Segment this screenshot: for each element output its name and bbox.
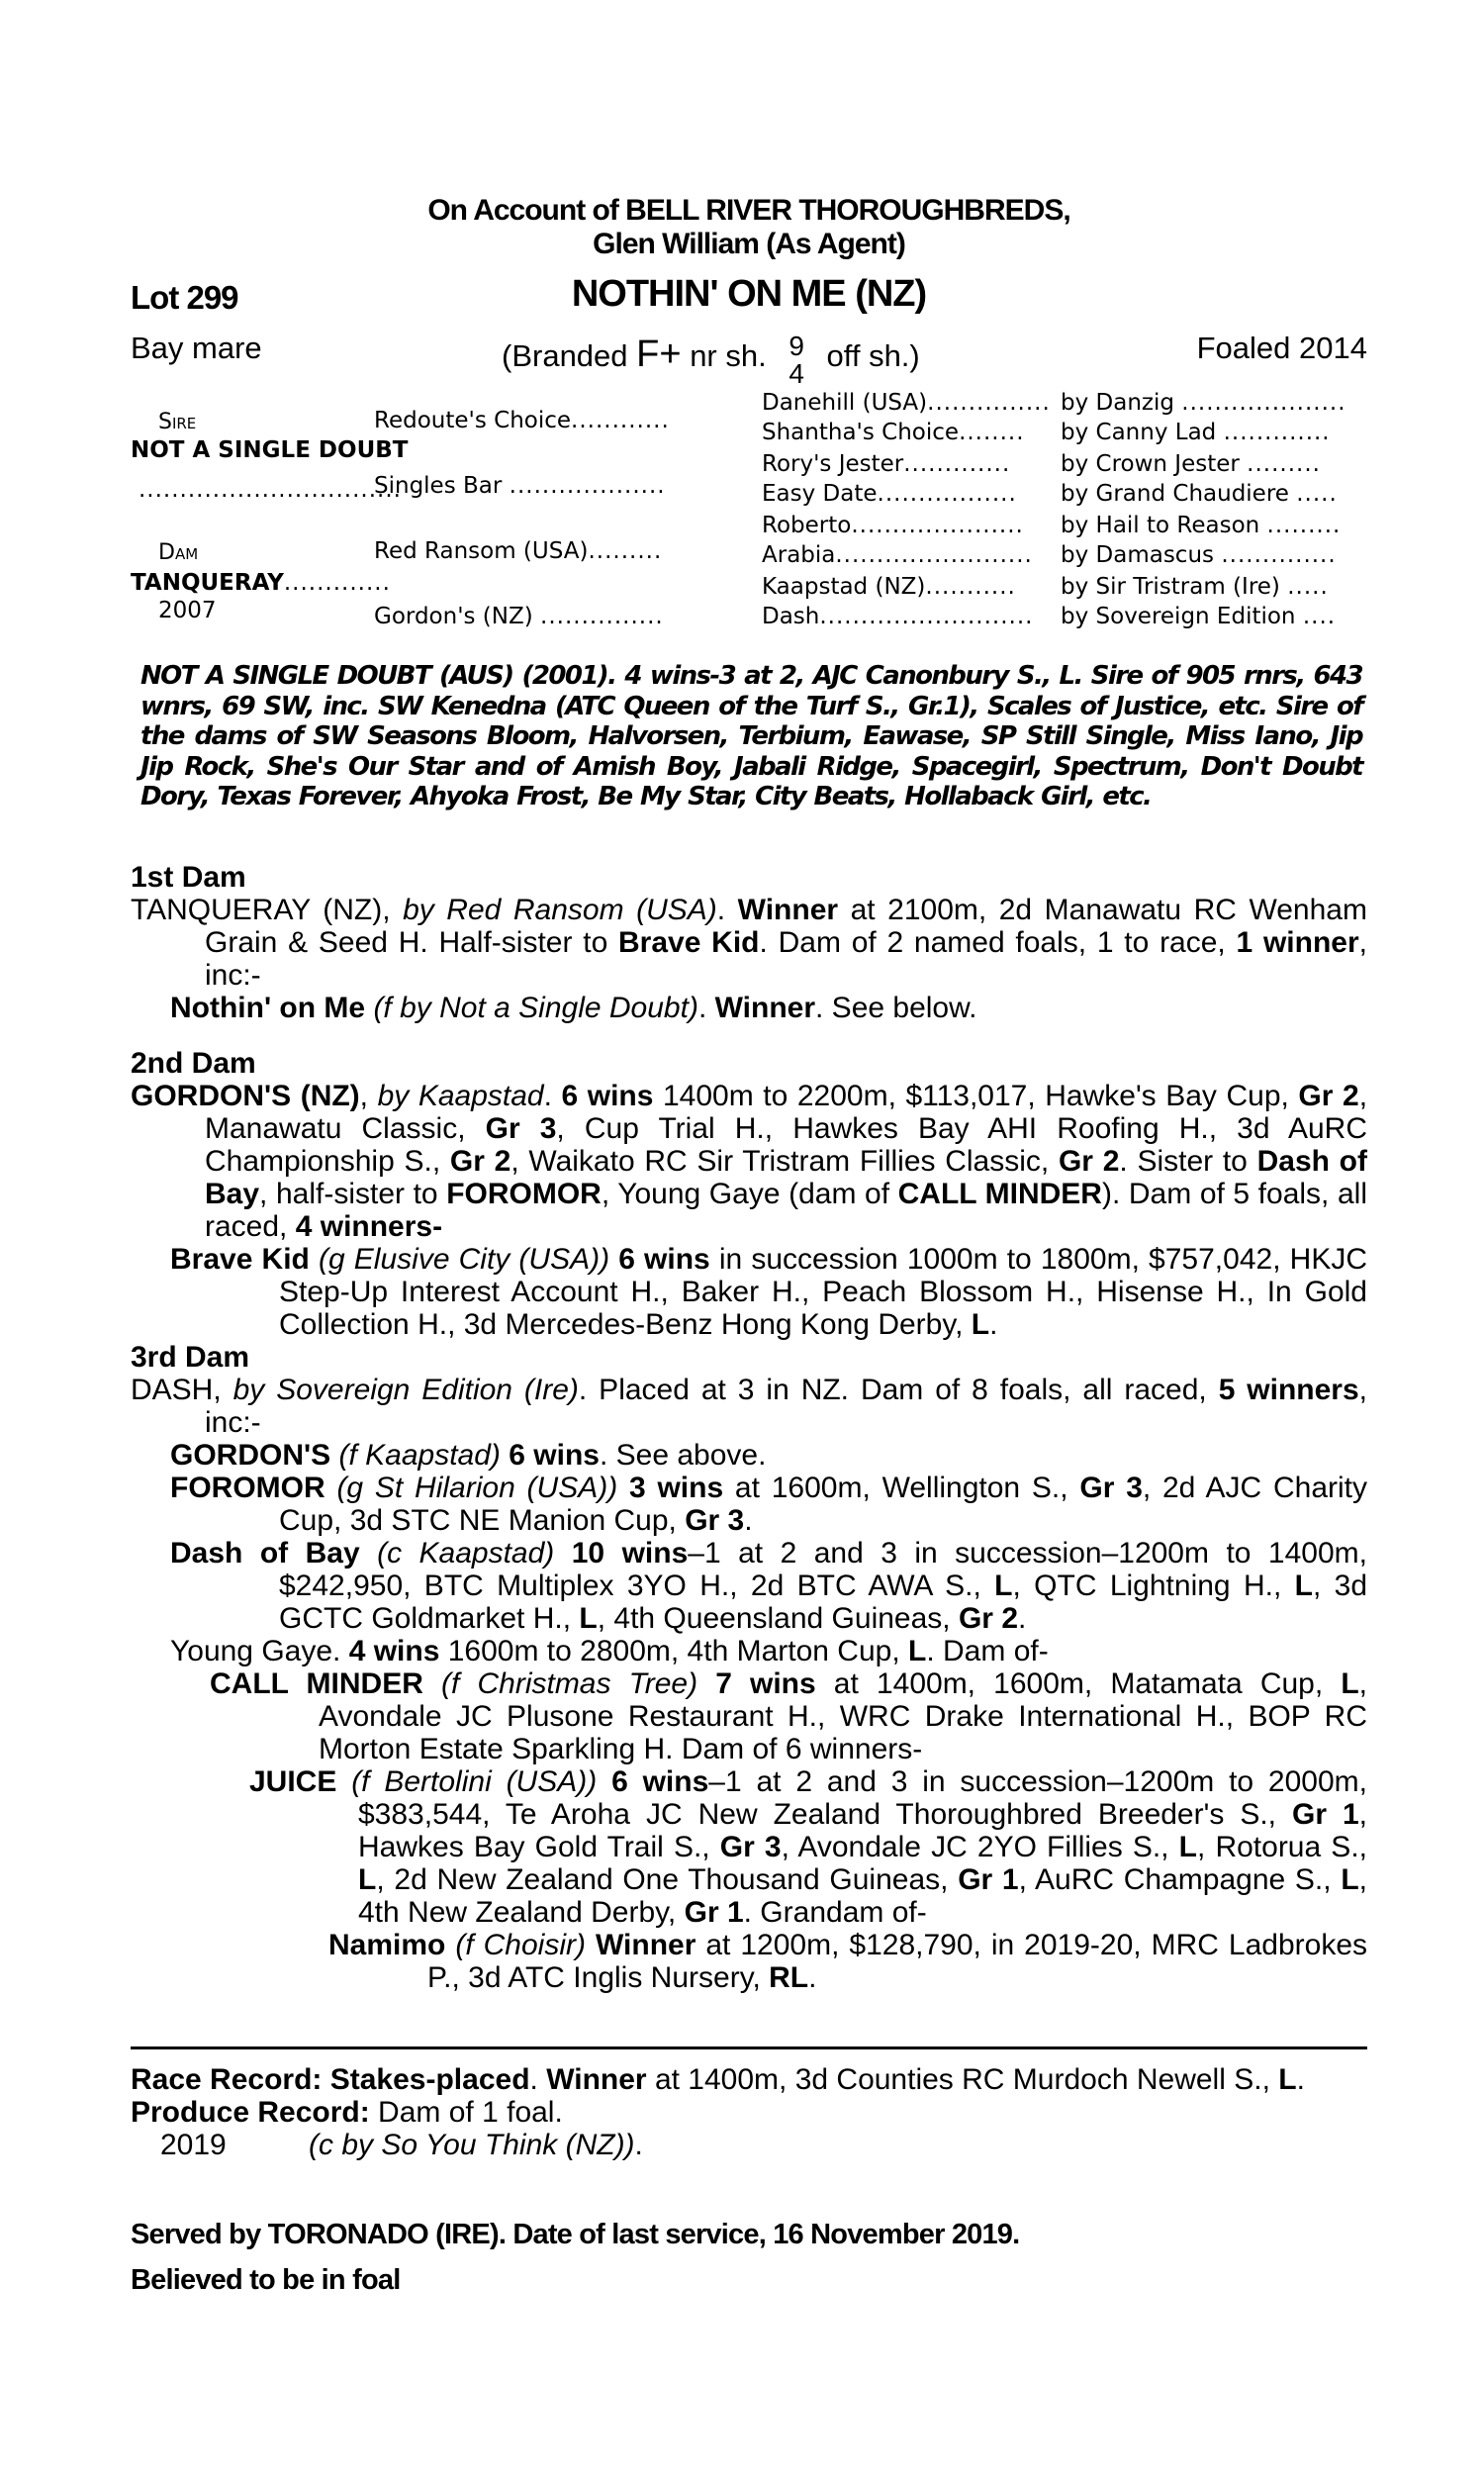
vendor-line-2: Glen William (As Agent) bbox=[593, 228, 905, 260]
lot-number: Lot 299 bbox=[131, 279, 238, 316]
sire-dots: ................................ bbox=[139, 477, 402, 503]
section-divider bbox=[131, 2046, 1367, 2049]
pedigree-great-grandsire: by Crown Jester ......... bbox=[1061, 451, 1321, 477]
second-dam-section bbox=[131, 1047, 1367, 1341]
brand-numerator: 9 bbox=[788, 331, 804, 361]
third-dam-text: DASH, by Sovereign Edition (Ire). Placed at 3 in NZ. Dam of 8 foals, all raced, 5 winners, inc:- bbox=[131, 1374, 1368, 1439]
sire-name: NOT A SINGLE DOUBT bbox=[131, 437, 409, 463]
pedigree-grandparent: Rory's Jester............. bbox=[762, 451, 1011, 477]
pedigree-grandparent: Dash.......................... bbox=[762, 604, 1034, 629]
first-dam-text: TANQUERAY (NZ), by Red Ransom (USA). Winner at 2100m, 2d Manawatu RC Wenham Grain & Seed H. Half-sister to Brave Kid. Dam of 2 named foals, 1 to race, 1 winner, inc:- bbox=[131, 894, 1367, 992]
produce-foal-row: 2019 (c by So You Think (NZ)). bbox=[160, 2129, 643, 2161]
brand-description bbox=[502, 331, 920, 389]
pedigree-grandparent: Shantha's Choice........ bbox=[762, 420, 1025, 445]
pedigree-great-grandsire: by Hail to Reason ......... bbox=[1061, 513, 1342, 538]
third-dam-heading: 3rd Dam bbox=[131, 1341, 250, 1374]
dam-name: TANQUERAY bbox=[131, 570, 284, 596]
dam-year: 2007 bbox=[158, 598, 217, 623]
pedigree-grandparent: Danehill (USA)............... bbox=[762, 390, 1051, 416]
dam-label: Dam bbox=[158, 540, 199, 565]
pedigree-great-grandsire: by Canny Lad ............. bbox=[1061, 420, 1331, 445]
records-section bbox=[131, 2063, 1367, 2161]
pedigree-great-grandsire: by Sovereign Edition .... bbox=[1061, 604, 1337, 629]
brand-open: (Branded bbox=[502, 338, 628, 374]
pedigree-grandparent: Roberto..................... bbox=[762, 513, 1024, 538]
pedigree-grandparent: Arabia........................ bbox=[762, 542, 1033, 568]
first-dam-foal: Nothin' on Me (f by Not a Single Doubt). Winner. See below. bbox=[170, 992, 977, 1024]
brand-mark-icon: F+ bbox=[636, 333, 682, 376]
service-details: Served by TORONADO (IRE). Date of last service, 16 November 2019. bbox=[131, 2219, 1020, 2250]
foromor-entry: FOROMOR (g St Hilarion (USA)) 3 wins at 1600m, Wellington S., Gr 3, 2d AJC Charity Cup, 3d STC NE Manion Cup, Gr 3. bbox=[170, 1472, 1367, 1537]
dash-of-bay-entry: Dash of Bay (c Kaapstad) 10 wins–1 at 2 and 3 in succession–1200m to 1400m, $242,950, BTC Multiplex 3YO H., 2d BTC AWA S., L, QTC Lightning H., L, 3d GCTC Goldmarket H., L, 4th Queensland Guineas, Gr 2. bbox=[170, 1537, 1368, 1635]
brand-near: nr sh. bbox=[690, 338, 767, 374]
pedigree-grandparent: Easy Date................. bbox=[762, 481, 1017, 507]
pedigree-table bbox=[131, 386, 1367, 653]
second-dam-heading: 2nd Dam bbox=[131, 1047, 256, 1080]
juice-entry: JUICE (f Bertolini (USA)) 6 wins–1 at 2 and 3 in succession–1200m to 2000m, $383,544, Te Aroha JC New Zealand Thoroughbred Breeder's S., Gr 1, Hawkes Bay Gold Trail S., Gr 3, Avondale JC 2YO Fillies S., L, Rotorua S., L, 2d New Zealand One Thousand Guineas, Gr 1, AuRC Champagne S., L, 4th New Zealand Derby, Gr 1. Grandam of- bbox=[249, 1765, 1368, 1929]
young-gaye-entry: Young Gaye. 4 wins 1600m to 2800m, 4th Marton Cup, L. Dam of- bbox=[170, 1635, 1049, 1667]
brand-fraction bbox=[788, 333, 804, 388]
brave-kid-entry: Brave Kid (g Elusive City (USA)) 6 wins in succession 1000m to 1800m, $757,042, HKJC Step-Up Interest Account H., Baker H., Peach Blossom H., Hisense H., In Gold Collection H., 3d Mercedes-Benz Hong Kong Derby, L. bbox=[170, 1243, 1367, 1341]
second-dam-text: GORDON'S (NZ), by Kaapstad. 6 wins 1400m to 2200m, $113,017, Hawke's Bay Cup, Gr 2, Manawatu Classic, Gr 3, Cup Trial H., Hawkes Bay AHI Roofing H., 3d AuRC Championship S., Gr 2, Waikato RC Sir Tristram Fillies Classic, Gr 2. Sister to Dash of Bay, half-sister to FOROMOR, Young Gaye (dam of CALL MINDER). Dam of 5 foals, all raced, 4 winners- bbox=[131, 1080, 1368, 1243]
brand-denominator: 4 bbox=[788, 358, 804, 389]
third-dam-section bbox=[131, 1341, 1367, 1994]
pedigree-grandparent: Kaapstad (NZ)........... bbox=[762, 574, 1016, 600]
call-minder-entry: CALL MINDER (f Christmas Tree) 7 wins at 1400m, 1600m, Matamata Cup, L, Avondale JC Plusone Restaurant H., WRC Drake International H., BOP RC Morton Estate Sparkling H. Dam of 6 winners- bbox=[210, 1667, 1368, 1765]
dam-name-cell: TANQUERAY............. bbox=[131, 570, 391, 596]
foaled-year: Foaled 2014 bbox=[1196, 331, 1367, 365]
pedigree-great-grandsire: by Damascus .............. bbox=[1061, 542, 1337, 568]
pedigree-great-grandsire: by Sir Tristram (Ire) ..... bbox=[1061, 574, 1329, 600]
namimo-entry: Namimo (f Choisir) Winner at 1200m, $128,790, in 2019-20, MRC Ladbrokes P., 3d ATC Inglis Nursery, RL. bbox=[328, 1929, 1367, 1994]
sire-summary: NOT A SINGLE DOUBT (AUS) (2001). 4 wins-3 at 2, AJC Canonbury S., L. Sire of 905 rnrs, 643 wnrs, 69 SW, inc. SW Kenedna (ATC Queen of the Turf S., Gr.1), Scales of Justice, etc. Sire of the dams of SW Seasons Bloom, Halvorsen, Terbium, Eawase, SP Still Single, Miss Iano, Jip Jip Rock, She's Our Star and of Amish Boy, Jabali Ridge, Spacegirl, Spectrum, Don't Doubt Dory, Texas Forever, Ahyoka Frost, Be My Star, City Beats, Hollaback Girl, etc. bbox=[140, 661, 1362, 811]
first-dam-section bbox=[131, 861, 1367, 1024]
vendor-line-1: On Account of BELL RIVER THOROUGHBREDS, bbox=[427, 194, 1070, 227]
pedigree-dam-sire: Red Ransom (USA)......... bbox=[374, 538, 663, 564]
pedigree-dam-dam: Gordon's (NZ) ............... bbox=[374, 604, 664, 629]
pedigree-sire-sire: Redoute's Choice............ bbox=[374, 408, 670, 433]
pedigree-sire-dam: Singles Bar ................... bbox=[374, 473, 666, 499]
sire-label: Sire bbox=[158, 410, 197, 434]
pedigree-great-grandsire: by Grand Chaudiere ..... bbox=[1061, 481, 1338, 507]
produce-record: Produce Record: Dam of 1 foal. bbox=[131, 2096, 563, 2129]
brand-off: off sh.) bbox=[826, 338, 920, 374]
first-dam-heading: 1st Dam bbox=[131, 861, 246, 894]
race-record: Race Record: Stakes-placed. Winner at 1400m, 3d Counties RC Murdoch Newell S., L. bbox=[131, 2063, 1305, 2096]
gordons-entry: GORDON'S (f Kaapstad) 6 wins. See above. bbox=[170, 1439, 767, 1472]
colour-sex: Bay mare bbox=[131, 331, 262, 365]
horse-name: NOTHIN' ON ME (NZ) bbox=[571, 273, 927, 315]
pedigree-great-grandsire: by Danzig .................... bbox=[1061, 390, 1346, 416]
pregnancy-status: Believed to be in foal bbox=[131, 2264, 401, 2296]
